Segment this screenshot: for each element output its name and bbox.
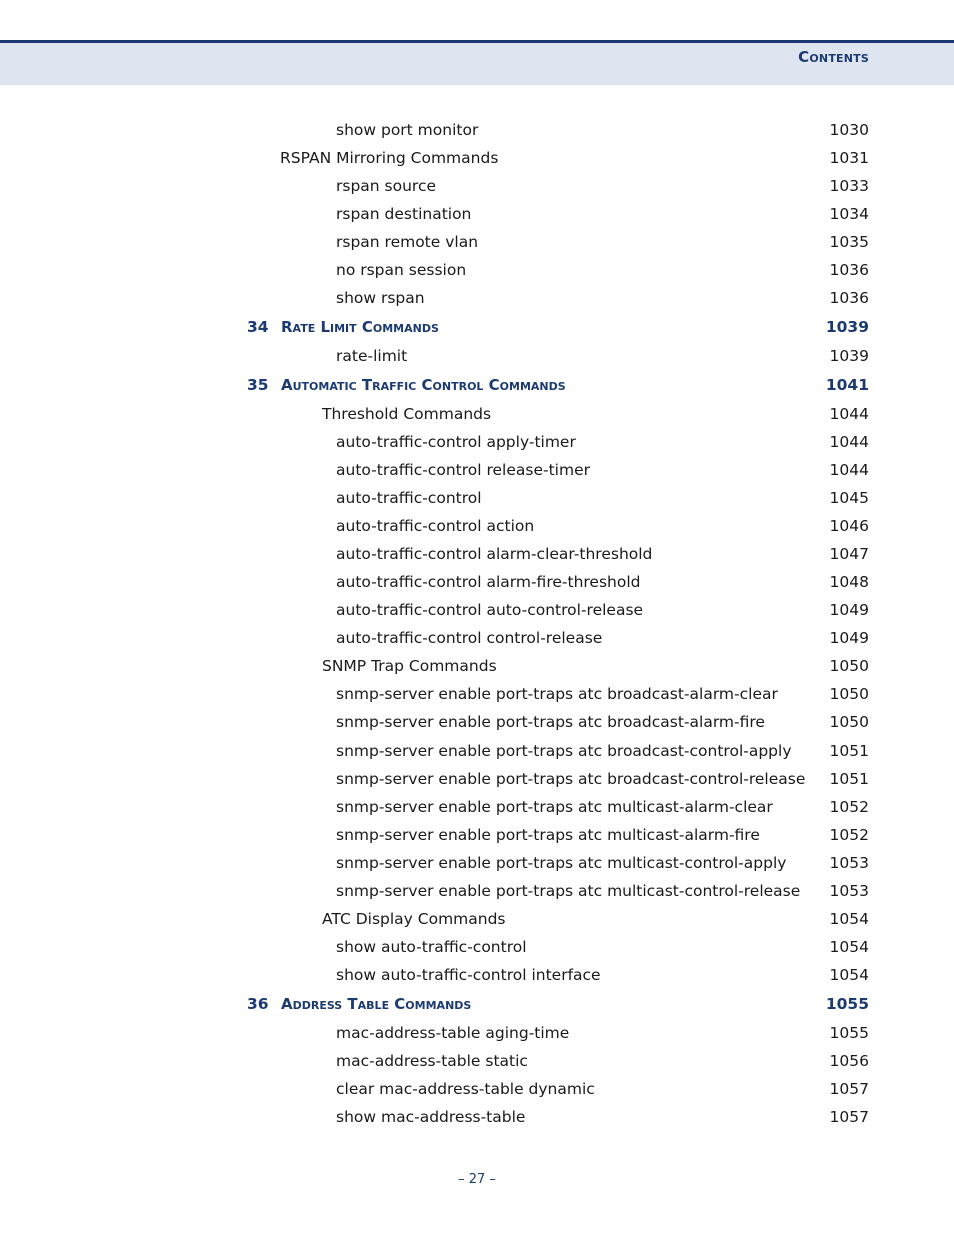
page-ref: 1036 (829, 289, 869, 307)
toc-entry-row[interactable] (0, 431, 954, 453)
page-ref: 1056 (829, 1052, 869, 1070)
entry-title: auto-traffic-control alarm-clear-threshold (336, 545, 653, 563)
entry-title: snmp-server enable port-traps atc multicast-control-apply (336, 854, 787, 872)
page-ref: 1044 (829, 433, 869, 451)
entry-title: snmp-server enable port-traps atc broadcast-control-release (336, 770, 806, 788)
page-ref: 1051 (829, 742, 869, 760)
entry-title: auto-traffic-control control-release (336, 629, 603, 647)
page-ref: 1052 (829, 798, 869, 816)
chapter-number: 36 (247, 995, 269, 1013)
entry-title: snmp-server enable port-traps atc broadcast-alarm-clear (336, 685, 778, 703)
entry-title: SNMP Trap Commands (322, 657, 497, 675)
entry-title: rspan remote vlan (336, 233, 479, 251)
toc-entry-row[interactable] (0, 711, 954, 733)
toc-entry-row[interactable] (0, 345, 954, 367)
page-ref: 1053 (829, 882, 869, 900)
page-number: – 27 – (458, 1172, 496, 1187)
page-ref: 1046 (829, 517, 869, 535)
page-ref: 1053 (829, 854, 869, 872)
page-ref: 1045 (829, 489, 869, 507)
page-ref: 1054 (829, 966, 869, 984)
page-ref: 1048 (829, 573, 869, 591)
toc-entry-row[interactable] (0, 964, 954, 986)
toc-chapter-row[interactable] (0, 993, 954, 1015)
page-ref: 1052 (829, 826, 869, 844)
toc-entry-row[interactable] (0, 740, 954, 762)
toc-entry-row[interactable] (0, 1022, 954, 1044)
page-ref: 1057 (829, 1080, 869, 1098)
chapter-title: Address Table Commands (281, 995, 472, 1013)
page-ref: 1050 (829, 713, 869, 731)
page-ref: 1051 (829, 770, 869, 788)
entry-title: RSPAN Mirroring Commands (280, 149, 499, 167)
entry-title: snmp-server enable port-traps atc multicast-control-release (336, 882, 801, 900)
toc-entry-row[interactable] (0, 1050, 954, 1072)
page-ref: 1030 (829, 121, 869, 139)
toc-entry-row[interactable] (0, 796, 954, 818)
toc-entry-row[interactable] (0, 403, 954, 425)
entry-title: show auto-traffic-control interface (336, 966, 601, 984)
toc-entry-row[interactable] (0, 259, 954, 281)
entry-title: auto-traffic-control action (336, 517, 535, 535)
entry-title: show rspan (336, 289, 425, 307)
page-ref: 1031 (829, 149, 869, 167)
toc-entry-row[interactable] (0, 627, 954, 649)
entry-title: auto-traffic-control apply-timer (336, 433, 576, 451)
header-title: Contents (798, 48, 869, 66)
toc-entry-row[interactable] (0, 119, 954, 141)
toc-entry-row[interactable] (0, 543, 954, 565)
entry-title: auto-traffic-control alarm-fire-threshold (336, 573, 641, 591)
toc-chapter-row[interactable] (0, 316, 954, 338)
page-ref: 1050 (829, 657, 869, 675)
page-ref: 1041 (825, 376, 869, 394)
page-ref: 1054 (829, 938, 869, 956)
page-ref: 1044 (829, 461, 869, 479)
entry-title: snmp-server enable port-traps atc broadcast-control-apply (336, 742, 792, 760)
page-ref: 1054 (829, 910, 869, 928)
toc-entry-row[interactable] (0, 824, 954, 846)
toc-entry-row[interactable] (0, 936, 954, 958)
page-ref: 1050 (829, 685, 869, 703)
toc-entry-row[interactable] (0, 880, 954, 902)
entry-title: clear mac-address-table dynamic (336, 1080, 595, 1098)
toc-entry-row[interactable] (0, 768, 954, 790)
chapter-number: 34 (247, 318, 269, 336)
page-ref: 1055 (829, 1024, 869, 1042)
entry-title: show port monitor (336, 121, 479, 139)
page-ref: 1047 (829, 545, 869, 563)
chapter-title: Rate Limit Commands (281, 318, 439, 336)
toc-entry-row[interactable] (0, 908, 954, 930)
toc-entry-row[interactable] (0, 231, 954, 253)
page-ref: 1049 (829, 601, 869, 619)
entry-title: auto-traffic-control release-timer (336, 461, 590, 479)
toc-entry-row[interactable] (0, 1106, 954, 1128)
toc-entry-row[interactable] (0, 459, 954, 481)
entry-title: snmp-server enable port-traps atc multicast-alarm-clear (336, 798, 773, 816)
toc-entry-row[interactable] (0, 683, 954, 705)
entry-title: ATC Display Commands (322, 910, 506, 928)
entry-title: show mac-address-table (336, 1108, 526, 1126)
page-ref: 1039 (825, 318, 869, 336)
toc-entry-row[interactable] (0, 287, 954, 309)
chapter-title: Automatic Traffic Control Commands (281, 376, 566, 394)
page-ref: 1034 (829, 205, 869, 223)
toc-chapter-row[interactable] (0, 374, 954, 396)
page-ref: 1049 (829, 629, 869, 647)
page-ref: 1036 (829, 261, 869, 279)
entry-title: rate-limit (336, 347, 408, 365)
entry-title: Threshold Commands (322, 405, 492, 423)
page-ref: 1044 (829, 405, 869, 423)
entry-title: no rspan session (336, 261, 467, 279)
toc-entry-row[interactable] (0, 147, 954, 169)
toc-entry-row[interactable] (0, 203, 954, 225)
entry-title: rspan destination (336, 205, 472, 223)
entry-title: auto-traffic-control auto-control-release (336, 601, 644, 619)
toc-entry-row[interactable] (0, 515, 954, 537)
toc-entry-row[interactable] (0, 175, 954, 197)
running-header (0, 40, 954, 85)
entry-title: snmp-server enable port-traps atc broadcast-alarm-fire (336, 713, 765, 731)
entry-title: rspan source (336, 177, 437, 195)
page-ref: 1035 (829, 233, 869, 251)
entry-title: show auto-traffic-control (336, 938, 527, 956)
page-ref: 1033 (829, 177, 869, 195)
entry-title: snmp-server enable port-traps atc multicast-alarm-fire (336, 826, 760, 844)
toc-entry-row[interactable] (0, 571, 954, 593)
toc-entry-row[interactable] (0, 852, 954, 874)
toc-entry-row[interactable] (0, 599, 954, 621)
page-ref: 1055 (825, 995, 869, 1013)
toc-entry-row[interactable] (0, 487, 954, 509)
entry-title: auto-traffic-control (336, 489, 482, 507)
entry-title: mac-address-table aging-time (336, 1024, 570, 1042)
chapter-number: 35 (247, 376, 269, 394)
entry-title: mac-address-table static (336, 1052, 528, 1070)
toc-entry-row[interactable] (0, 1078, 954, 1100)
page-ref: 1057 (829, 1108, 869, 1126)
toc-entry-row[interactable] (0, 655, 954, 677)
page-ref: 1039 (829, 347, 869, 365)
